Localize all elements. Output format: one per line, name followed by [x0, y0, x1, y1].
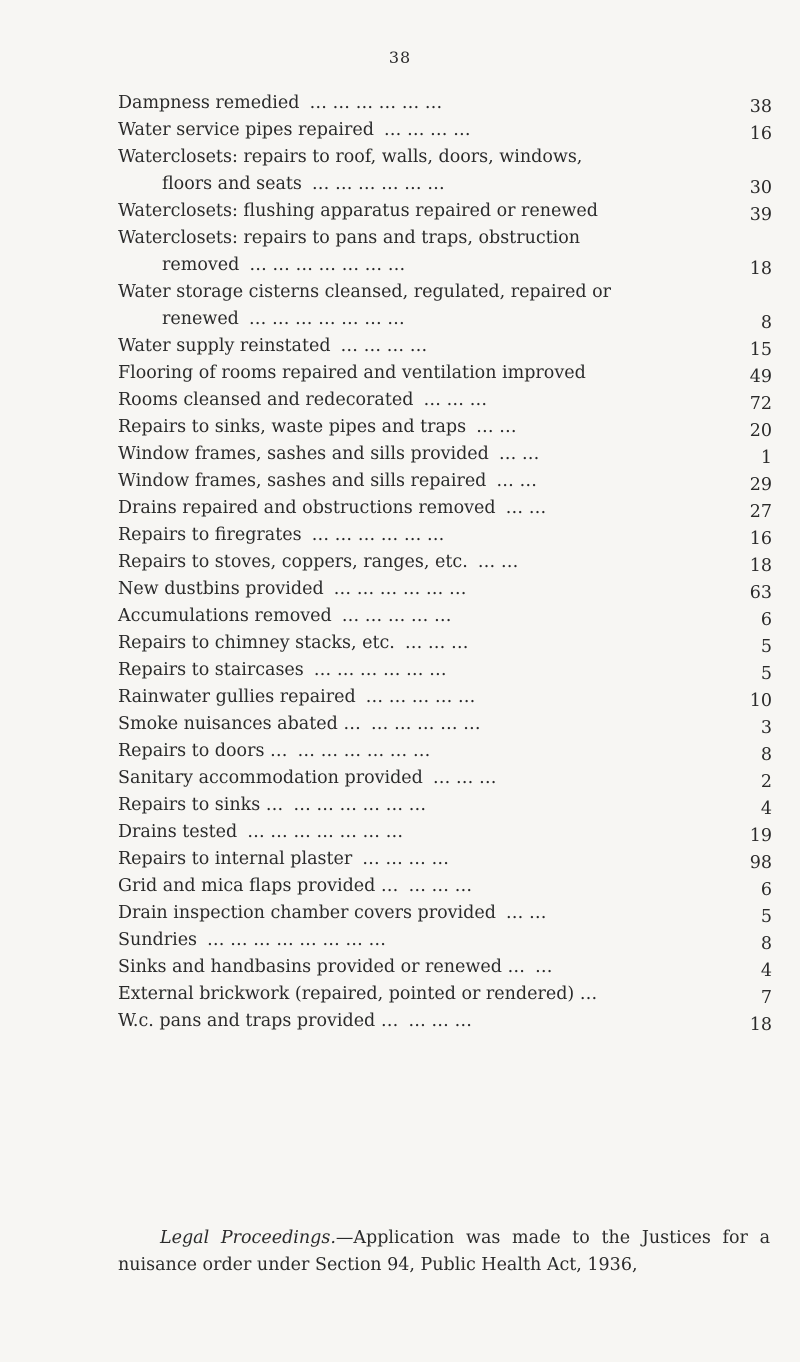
- leader-dots: … … …: [432, 768, 497, 788]
- item-label: [118, 360, 648, 387]
- item-count: 39: [749, 205, 772, 225]
- item-count: 2: [760, 772, 772, 792]
- item-label: [118, 495, 648, 522]
- item-count: 98: [749, 853, 772, 873]
- item-count: 30: [749, 178, 772, 198]
- item-label-text: Drain inspection chamber covers provided … …: [118, 903, 547, 923]
- item-count: 16: [749, 529, 772, 549]
- list-item: [118, 927, 778, 954]
- leader-dots: … … … … … …: [293, 795, 427, 815]
- list-item: [118, 468, 778, 495]
- list-item: [118, 576, 778, 603]
- item-label: [118, 333, 648, 360]
- item-label-continuation: removed … … … … … … …: [162, 255, 406, 275]
- item-count: 18: [749, 556, 772, 576]
- item-count: 63: [749, 583, 772, 603]
- item-count: 4: [760, 961, 772, 981]
- item-count: 18: [749, 259, 772, 279]
- item-count: 5: [760, 664, 772, 684]
- leader-dots: … … … … … …: [311, 174, 445, 194]
- item-label-text: Repairs to firegrates … … … … … …: [118, 525, 445, 545]
- leader-dots: … … … … … …: [297, 741, 431, 761]
- item-count: 72: [749, 394, 772, 414]
- item-label: [118, 792, 648, 819]
- list-item: [118, 441, 778, 468]
- item-count: 15: [749, 340, 772, 360]
- item-label-text: Sinks and handbasins provided or renewed … …: [118, 957, 553, 977]
- item-label-text: Repairs to doors … … … … … … …: [118, 741, 431, 761]
- item-count: 49: [749, 367, 772, 387]
- item-label: [118, 90, 648, 117]
- item-label: [118, 684, 648, 711]
- item-label-text: Sundries … … … … … … … …: [118, 930, 386, 950]
- item-label: [118, 117, 648, 144]
- repairs-list: [118, 90, 778, 1035]
- item-label: [118, 279, 648, 333]
- legal-proceedings-paragraph: [118, 1225, 770, 1279]
- list-item: [118, 738, 778, 765]
- leader-dots: … …: [505, 498, 547, 518]
- leader-dots: … … …: [408, 876, 473, 896]
- list-item: [118, 873, 778, 900]
- list-item: [118, 117, 778, 144]
- page-number: 38: [388, 48, 412, 67]
- list-item: [118, 684, 778, 711]
- item-label: [118, 1008, 648, 1035]
- list-item: [118, 387, 778, 414]
- list-item: [118, 954, 778, 981]
- item-label: [118, 576, 648, 603]
- legal-proceedings-heading: Legal Proceedings.: [160, 1228, 336, 1248]
- leader-dots: … … …: [423, 390, 488, 410]
- item-label: [118, 765, 648, 792]
- item-label-text: New dustbins provided … … … … … …: [118, 579, 467, 599]
- list-item: [118, 522, 778, 549]
- list-item: [118, 792, 778, 819]
- item-label: [118, 441, 648, 468]
- item-label-text: Smoke nuisances abated … … … … … …: [118, 714, 481, 734]
- item-label: [118, 981, 648, 1008]
- leader-dots: … … … … …: [365, 687, 476, 707]
- item-label-text: Drains tested … … … … … … …: [118, 822, 404, 842]
- item-count: 5: [760, 637, 772, 657]
- item-label-text: W.c. pans and traps provided … … … …: [118, 1011, 472, 1031]
- item-label: [118, 603, 648, 630]
- item-label: [118, 468, 648, 495]
- leader-dots: … … … … … …: [311, 525, 445, 545]
- leader-dots: … …: [498, 444, 540, 464]
- item-label-text: Drains repaired and obstructions removed … …: [118, 498, 547, 518]
- item-label-text: Dampness remedied … … … … … …: [118, 93, 443, 113]
- item-label: [118, 711, 648, 738]
- item-count: 29: [749, 475, 772, 495]
- list-item: [118, 414, 778, 441]
- leader-dots: … … … … … …: [333, 579, 467, 599]
- item-count: 1: [760, 448, 772, 468]
- item-label: [118, 630, 648, 657]
- list-item: [118, 333, 778, 360]
- item-label-text: Repairs to staircases … … … … … …: [118, 660, 447, 680]
- leader-dots: … … … … … … …: [248, 309, 405, 329]
- item-count: 8: [760, 313, 772, 333]
- item-label-text: Water supply reinstated … … … …: [118, 336, 428, 356]
- list-item: [118, 981, 778, 1008]
- item-count: 6: [760, 610, 772, 630]
- item-count: 6: [760, 880, 772, 900]
- list-item: [118, 549, 778, 576]
- list-item: [118, 225, 778, 279]
- leader-dots: … … … …: [383, 120, 471, 140]
- item-count: 19: [749, 826, 772, 846]
- leader-dots: … … …: [408, 1011, 472, 1031]
- item-count: 38: [749, 97, 772, 117]
- item-label-text: Window frames, sashes and sills provided … …: [118, 444, 540, 464]
- item-label-text: Repairs to chimney stacks, etc. … … …: [118, 633, 469, 653]
- item-label: [118, 522, 648, 549]
- list-item: [118, 495, 778, 522]
- item-label: [118, 225, 648, 279]
- item-count: 3: [760, 718, 772, 738]
- item-label: [118, 144, 648, 198]
- item-label-text: Sanitary accommodation provided … … …: [118, 768, 497, 788]
- item-label-continuation: floors and seats … … … … … …: [162, 174, 445, 194]
- list-item: [118, 90, 778, 117]
- item-count: 5: [760, 907, 772, 927]
- item-label-text: Flooring of rooms repaired and ventilation improved: [118, 363, 586, 383]
- leader-dots: …: [535, 957, 553, 977]
- legal-proceedings-text: —Application was made to the Justices for a nuisance order under Section 94, Public Health Act, 1936,: [118, 1228, 771, 1275]
- list-item: [118, 360, 778, 387]
- item-label-text: Window frames, sashes and sills repaired … …: [118, 471, 537, 491]
- list-item: [118, 819, 778, 846]
- leader-dots: … … … … … … …: [247, 822, 404, 842]
- item-label: [118, 414, 648, 441]
- item-label-text: Water storage cisterns cleansed, regulated, repaired or: [118, 282, 612, 302]
- item-count: 27: [749, 502, 772, 522]
- item-label-text: Rainwater gullies repaired … … … … …: [118, 687, 476, 707]
- leader-dots: … … … … …: [341, 606, 452, 626]
- list-item: [118, 279, 778, 333]
- leader-dots: … … … … … …: [309, 93, 443, 113]
- item-label-text: Rooms cleansed and redecorated … … …: [118, 390, 488, 410]
- leader-dots: … … … … …: [370, 714, 481, 734]
- item-label-text: Repairs to sinks … … … … … … …: [118, 795, 427, 815]
- leader-dots: … … … …: [362, 849, 449, 869]
- list-item: [118, 900, 778, 927]
- item-label: [118, 657, 648, 684]
- item-label: [118, 738, 648, 765]
- item-label-text: Waterclosets: repairs to pans and traps, obstruction: [118, 228, 581, 248]
- item-count: 8: [760, 934, 772, 954]
- item-label: [118, 549, 648, 576]
- item-count: 4: [760, 799, 772, 819]
- item-count: 20: [749, 421, 772, 441]
- leader-dots: … …: [496, 471, 537, 491]
- item-count: 16: [749, 124, 772, 144]
- list-item: [118, 765, 778, 792]
- item-count: 8: [760, 745, 772, 765]
- leader-dots: … …: [477, 552, 519, 572]
- item-label: [118, 819, 648, 846]
- leader-dots: … … … … … …: [313, 660, 447, 680]
- item-label: [118, 954, 648, 981]
- item-label: [118, 873, 648, 900]
- item-label: [118, 387, 648, 414]
- item-label-text: Waterclosets: flushing apparatus repaired or renewed: [118, 201, 598, 221]
- item-label-text: Accumulations removed … … … … …: [118, 606, 452, 626]
- item-label-text: Water service pipes repaired … … … …: [118, 120, 471, 140]
- leader-dots: … …: [476, 417, 517, 437]
- item-label: [118, 900, 648, 927]
- item-label-text: Grid and mica flaps provided … … … …: [118, 876, 473, 896]
- item-label: [118, 846, 648, 873]
- list-item: [118, 603, 778, 630]
- list-item: [118, 711, 778, 738]
- list-item: [118, 657, 778, 684]
- list-item: [118, 198, 778, 225]
- item-count: 18: [749, 1015, 772, 1035]
- list-item: [118, 144, 778, 198]
- item-label-text: Waterclosets: repairs to roof, walls, doors, windows,: [118, 147, 583, 167]
- leader-dots: … …: [505, 903, 547, 923]
- item-label: [118, 198, 648, 225]
- leader-dots: … … … … … … … …: [207, 930, 386, 950]
- list-item: [118, 1008, 778, 1035]
- leader-dots: … … … … … … …: [249, 255, 406, 275]
- leader-dots: … … …: [404, 633, 469, 653]
- item-count: 10: [749, 691, 772, 711]
- list-item: [118, 846, 778, 873]
- item-label-text: External brickwork (repaired, pointed or rendered) …: [118, 984, 598, 1004]
- item-label-text: Repairs to internal plaster … … … …: [118, 849, 449, 869]
- item-count: 7: [760, 988, 772, 1008]
- leader-dots: … … … …: [340, 336, 428, 356]
- item-label-text: Repairs to stoves, coppers, ranges, etc. … …: [118, 552, 519, 572]
- item-label-continuation: renewed … … … … … … …: [162, 309, 405, 329]
- list-item: [118, 630, 778, 657]
- item-label-text: Repairs to sinks, waste pipes and traps … …: [118, 417, 517, 437]
- item-label: [118, 927, 648, 954]
